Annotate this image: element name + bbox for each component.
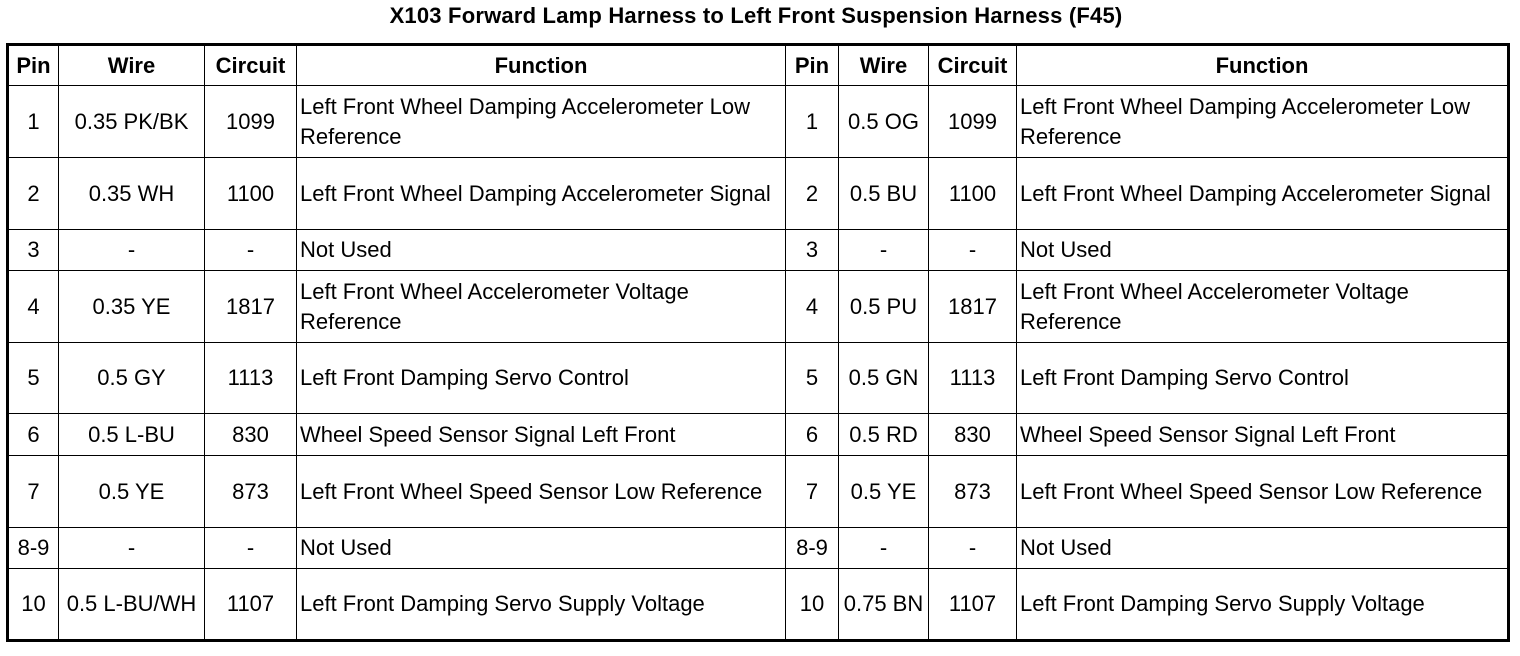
pin-cell: 2	[8, 158, 59, 230]
function-cell: Left Front Wheel Damping Accelerometer Low Reference	[1017, 86, 1509, 158]
circuit-cell: 1099	[205, 86, 297, 158]
pin-cell: 6	[8, 414, 59, 456]
circuit-cell: 873	[929, 456, 1017, 528]
wire-cell: -	[839, 230, 929, 271]
circuit-cell: -	[205, 230, 297, 271]
function-cell: Left Front Damping Servo Control	[1017, 343, 1509, 414]
pin-cell: 8-9	[786, 528, 839, 569]
circuit-cell: 1817	[929, 271, 1017, 343]
pin-cell: 1	[786, 86, 839, 158]
pin-cell: 10	[8, 569, 59, 641]
function-cell: Left Front Wheel Damping Accelerometer Signal	[1017, 158, 1509, 230]
function-cell: Left Front Wheel Speed Sensor Low Reference	[1017, 456, 1509, 528]
wire-cell: 0.35 WH	[59, 158, 205, 230]
wire-cell: -	[839, 528, 929, 569]
header-function-right: Function	[1017, 45, 1509, 86]
circuit-cell: 1107	[929, 569, 1017, 641]
table-row	[8, 343, 1509, 414]
wire-cell: 0.5 OG	[839, 86, 929, 158]
table-row	[8, 230, 1509, 271]
pin-cell: 3	[786, 230, 839, 271]
circuit-cell: -	[929, 528, 1017, 569]
header-wire-left: Wire	[59, 45, 205, 86]
pin-cell: 5	[8, 343, 59, 414]
circuit-cell: 1113	[205, 343, 297, 414]
circuit-cell: 830	[929, 414, 1017, 456]
wire-cell: 0.5 YE	[839, 456, 929, 528]
circuit-cell: 830	[205, 414, 297, 456]
table-row	[8, 569, 1509, 641]
header-function-left: Function	[297, 45, 786, 86]
wire-cell: 0.35 YE	[59, 271, 205, 343]
wire-cell: 0.5 L-BU	[59, 414, 205, 456]
circuit-cell: 1099	[929, 86, 1017, 158]
wire-cell: 0.5 GN	[839, 343, 929, 414]
wire-cell: 0.5 YE	[59, 456, 205, 528]
header-pin-left: Pin	[8, 45, 59, 86]
wire-cell: -	[59, 230, 205, 271]
wire-cell: 0.5 PU	[839, 271, 929, 343]
table-row	[8, 158, 1509, 230]
wire-cell: 0.5 RD	[839, 414, 929, 456]
header-pin-right: Pin	[786, 45, 839, 86]
function-cell: Left Front Damping Servo Supply Voltage	[1017, 569, 1509, 641]
wire-cell: 0.5 L-BU/WH	[59, 569, 205, 641]
pin-cell: 8-9	[8, 528, 59, 569]
table-row	[8, 414, 1509, 456]
wire-cell: 0.75 BN	[839, 569, 929, 641]
pin-cell: 6	[786, 414, 839, 456]
pin-cell: 5	[786, 343, 839, 414]
circuit-cell: 873	[205, 456, 297, 528]
circuit-cell: 1113	[929, 343, 1017, 414]
connector-pinout-table	[6, 43, 1510, 642]
circuit-cell: 1107	[205, 569, 297, 641]
wire-cell: 0.5 BU	[839, 158, 929, 230]
pin-cell: 7	[8, 456, 59, 528]
function-cell: Left Front Wheel Accelerometer Voltage Reference	[297, 271, 786, 343]
pin-cell: 4	[786, 271, 839, 343]
function-cell: Wheel Speed Sensor Signal Left Front	[1017, 414, 1509, 456]
circuit-cell: 1100	[205, 158, 297, 230]
function-cell: Not Used	[297, 230, 786, 271]
function-cell: Left Front Wheel Accelerometer Voltage Reference	[1017, 271, 1509, 343]
header-circuit-right: Circuit	[929, 45, 1017, 86]
pin-cell: 3	[8, 230, 59, 271]
table-header-row	[8, 45, 1509, 86]
circuit-cell: -	[205, 528, 297, 569]
wire-cell: 0.35 PK/BK	[59, 86, 205, 158]
function-cell: Left Front Damping Servo Control	[297, 343, 786, 414]
function-cell: Not Used	[297, 528, 786, 569]
pin-cell: 10	[786, 569, 839, 641]
circuit-cell: 1817	[205, 271, 297, 343]
function-cell: Left Front Wheel Speed Sensor Low Reference	[297, 456, 786, 528]
function-cell: Left Front Damping Servo Supply Voltage	[297, 569, 786, 641]
pin-cell: 4	[8, 271, 59, 343]
pin-cell: 7	[786, 456, 839, 528]
header-wire-right: Wire	[839, 45, 929, 86]
function-cell: Left Front Wheel Damping Accelerometer Signal	[297, 158, 786, 230]
circuit-cell: 1100	[929, 158, 1017, 230]
table-row	[8, 86, 1509, 158]
table-row	[8, 271, 1509, 343]
pin-cell: 2	[786, 158, 839, 230]
function-cell: Not Used	[1017, 230, 1509, 271]
table-row	[8, 456, 1509, 528]
table-row	[8, 528, 1509, 569]
header-circuit-left: Circuit	[205, 45, 297, 86]
function-cell: Left Front Wheel Damping Accelerometer Low Reference	[297, 86, 786, 158]
pin-cell: 1	[8, 86, 59, 158]
function-cell: Wheel Speed Sensor Signal Left Front	[297, 414, 786, 456]
wire-cell: -	[59, 528, 205, 569]
wire-cell: 0.5 GY	[59, 343, 205, 414]
circuit-cell: -	[929, 230, 1017, 271]
page-title: X103 Forward Lamp Harness to Left Front Suspension Harness (F45)	[389, 3, 1123, 28]
function-cell: Not Used	[1017, 528, 1509, 569]
